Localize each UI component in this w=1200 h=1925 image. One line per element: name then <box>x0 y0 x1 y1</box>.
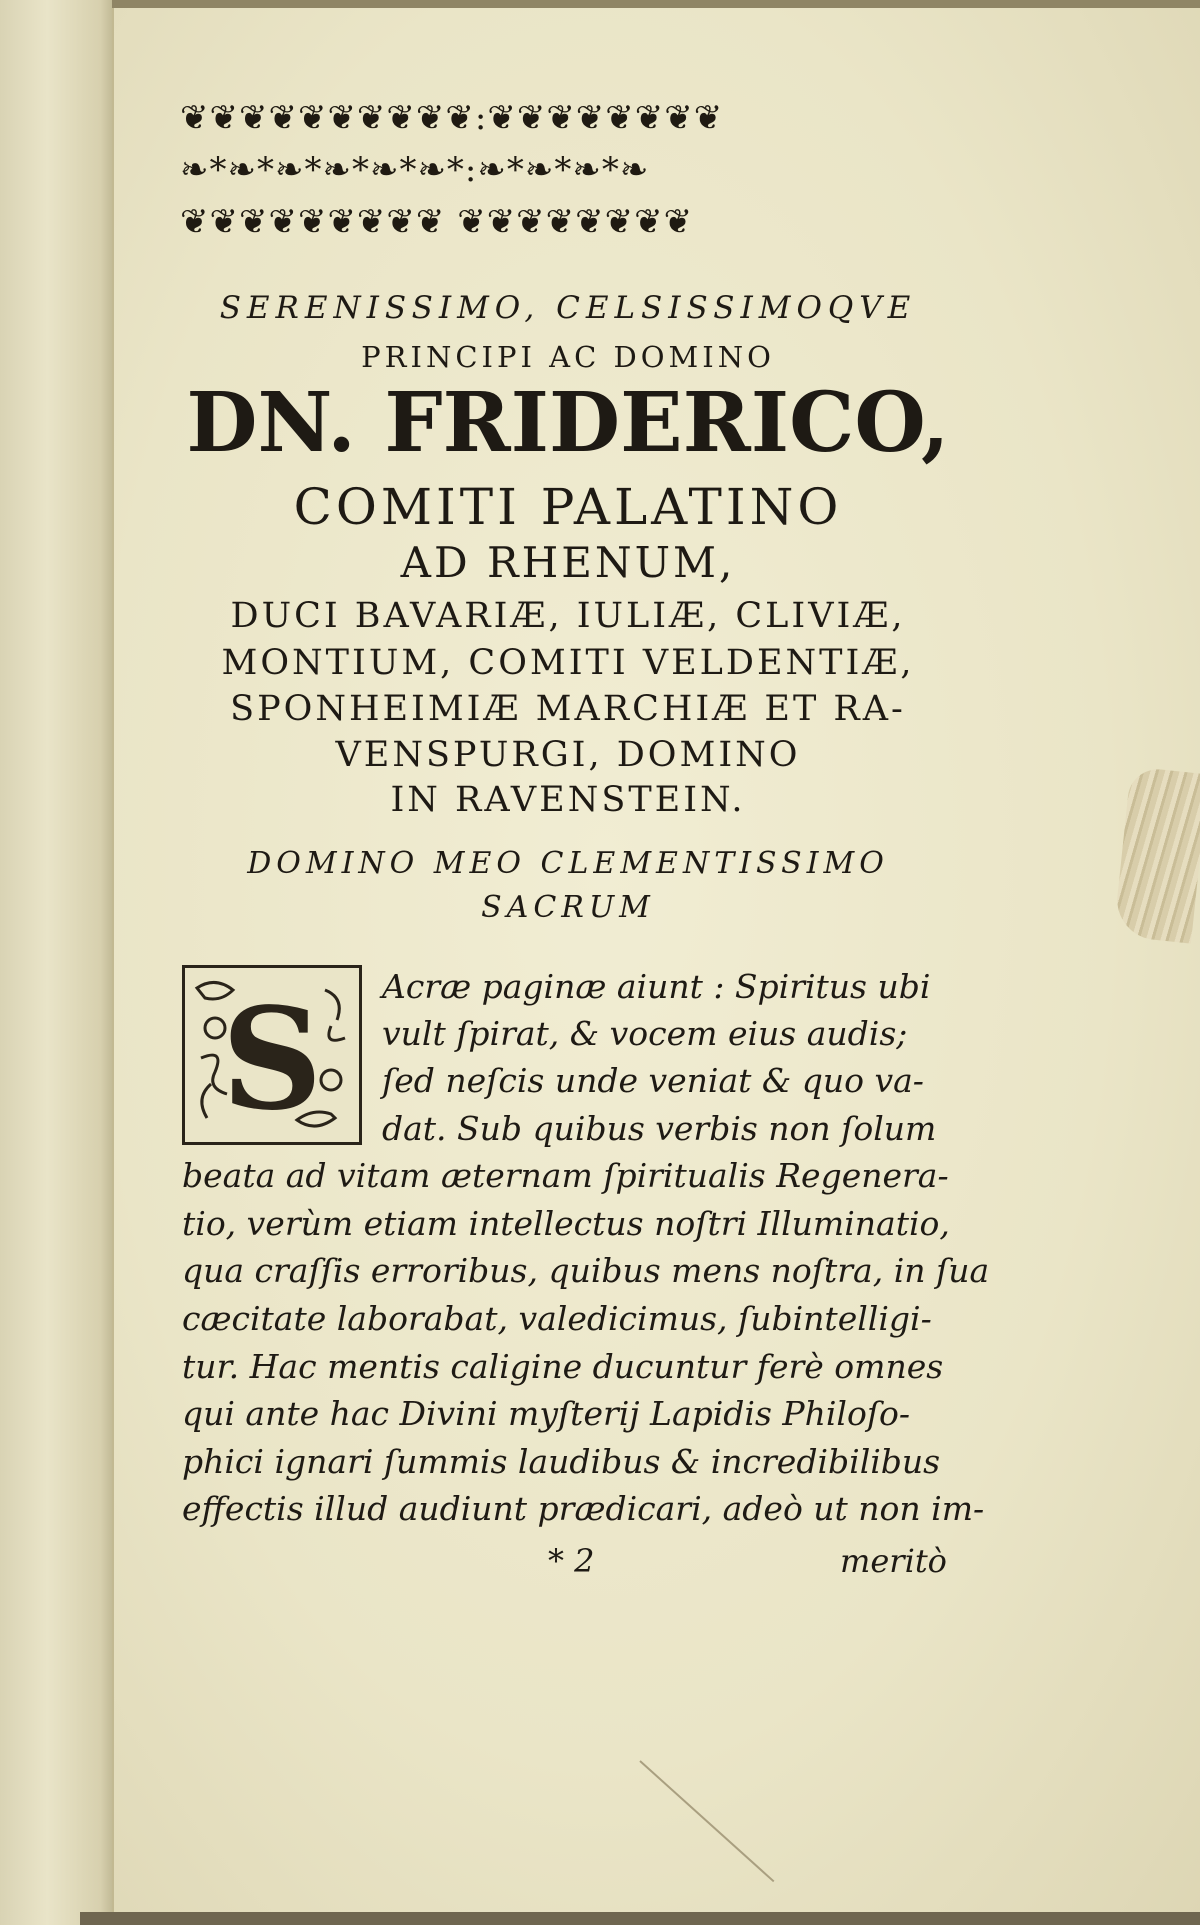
body-line: vult ſpirat, & vocem eius audis; <box>382 1014 908 1053</box>
body-line: qua craſſis erroribus, quibus mens noſtra, in ſua <box>182 1251 990 1290</box>
dropcap-letter: S <box>221 978 323 1142</box>
dedication-line-8: SPONHEIMIÆ MARCHIÆ ET RA- <box>230 689 906 729</box>
left-gutter <box>0 0 118 1925</box>
dedication-line-10: IN RAVENSTEIN. <box>390 780 746 820</box>
page-top-edge <box>112 0 1200 8</box>
body-line: ſed neſcis unde veniat & quo va- <box>382 1061 924 1100</box>
dedication-line-1: SERENISSIMO, CELSISSIMOQVE <box>219 290 917 326</box>
dedication-line-6: DUCI BAVARIÆ, IULIÆ, CLIVIÆ, <box>230 596 906 636</box>
book-page <box>112 0 1200 1925</box>
body-line: effectis illud audiunt prædicari, adeò ut non im- <box>182 1489 985 1528</box>
body-line: dat. Sub quibus verbis non ſolum <box>382 1109 937 1148</box>
dedication-sacrum-line-2: SACRUM <box>481 890 655 925</box>
body-line: qui ante hac Divini myſterij Lapidis Philoſo- <box>182 1394 911 1433</box>
body-line: phici ignari ſummis laudibus & incredibilibus <box>182 1442 941 1481</box>
ornament-row: ❧*❧*❧*❧*❧*❧*:❧*❧*❧*❧ <box>180 150 650 190</box>
signature-mark: * 2 <box>548 1542 595 1580</box>
ornamental-header <box>180 92 956 257</box>
body-line: beata ad vitam æternam ſpiritualis Regenera- <box>182 1156 949 1195</box>
body-line: cæcitate laborabat, valedicimus, ſubintelligi- <box>182 1299 932 1338</box>
ornament-row: ❦❦❦❦❦❦❦❦❦❦:❦❦❦❦❦❦❦❦ <box>180 98 724 138</box>
dedication-line-4: COMITI PALATINO <box>293 478 843 536</box>
ornament-row: ❦❦❦❦❦❦❦❦❦ ❦❦❦❦❦❦❦❦ <box>180 202 694 242</box>
body-line: tur. Hac mentis caligine ducuntur ferè omnes <box>182 1347 944 1386</box>
dedication-line-5: AD RHENUM, <box>400 538 736 587</box>
dedication-sacrum-line-1: DOMINO MEO CLEMENTISSIMO <box>247 846 889 881</box>
decorated-initial-art <box>185 968 359 1142</box>
dedication-line-2: PRINCIPI AC DOMINO <box>361 340 775 374</box>
dedication-line-7: MONTIUM, COMITI VELDENTIÆ, <box>221 643 915 683</box>
dedication-name: DN. FRIDERICO, <box>186 375 950 471</box>
decorated-initial <box>182 965 362 1145</box>
body-line: tio, verùm etiam intellectus noſtri Illuminatio, <box>182 1204 950 1243</box>
catchword: meritò <box>840 1542 947 1580</box>
body-line: Acræ paginæ aiunt : Spiritus ubi <box>382 967 931 1006</box>
dedication-line-9: VENSPURGI, DOMINO <box>335 735 801 775</box>
page-bottom-edge <box>80 1912 1200 1925</box>
